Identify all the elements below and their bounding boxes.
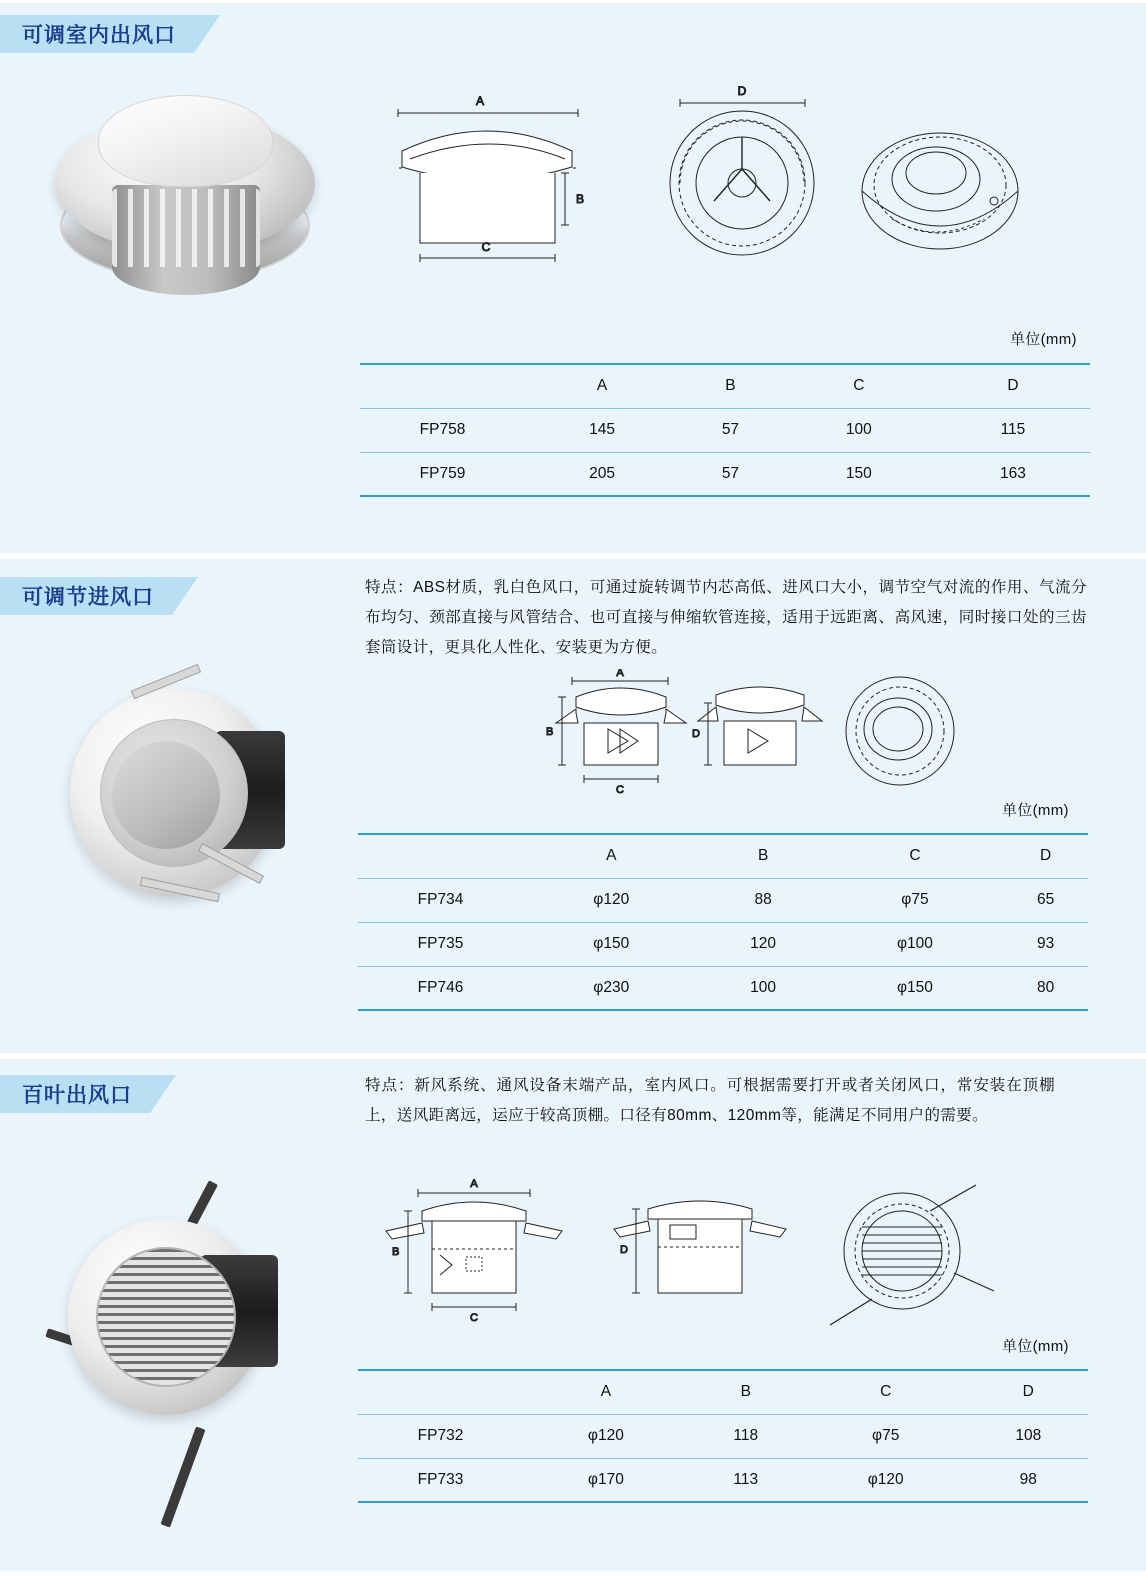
table-row: [358, 878, 1088, 922]
table-row: [360, 408, 1090, 452]
cell-b: 100: [700, 966, 827, 1010]
cell-a: 145: [525, 408, 679, 452]
unit-label-3: 单位(mm): [1002, 1338, 1069, 1355]
cell-b: 57: [679, 452, 782, 496]
cell-c: φ100: [827, 922, 1004, 966]
photo2-core: [112, 741, 220, 849]
svg-text:B: B: [392, 1246, 400, 1258]
section-title-text-3: 百叶出风口: [22, 1084, 132, 1107]
technical-drawings-2: [520, 669, 980, 804]
header-a: A: [523, 1370, 689, 1414]
cell-model: FP735: [358, 922, 523, 966]
cell-d: 108: [969, 1414, 1088, 1458]
technical-drawings-1: [380, 73, 1100, 323]
header-b: B: [700, 834, 827, 878]
header-model: [360, 364, 525, 408]
svg-text:A: A: [470, 1179, 478, 1190]
unit-label-1: 单位(mm): [1010, 331, 1077, 348]
svg-text:A: A: [475, 94, 485, 108]
table-header-row: [358, 834, 1088, 878]
technical-drawings-3: [370, 1179, 1030, 1359]
feature-text-3: 特点：新风系统、通风设备末端产品，室内风口。可根据需要打开或者关闭风口，常安装在顶棚上，送风距离远，运应于较高顶棚。口径有80mm、120mm等，能满足不同用户的需要。: [365, 1077, 1055, 1124]
feature-text-2: 特点：ABS材质，乳白色风口，可通过旋转调节内芯高低、进风口大小，调节空气对流的作用、气流分布均匀、颈部直接与风管结合、也可直接与伸缩软管连接，适用于远距离、高风速，同时接口处的三齿套筒设计，更具化人性化、安装更为方便。: [365, 579, 1087, 656]
header-d: D: [969, 1370, 1088, 1414]
table-header-row: [358, 1370, 1088, 1414]
section-title-text-2: 可调节进风口: [22, 586, 154, 609]
spec-table-3: [358, 1369, 1088, 1503]
section-title-tag-1: [0, 15, 194, 53]
svg-text:A: A: [616, 669, 624, 679]
cell-c: φ75: [803, 1414, 969, 1458]
cell-c: φ120: [803, 1458, 969, 1502]
cell-a: φ120: [523, 1414, 689, 1458]
photo1-cap: [98, 95, 273, 187]
cell-b: 118: [689, 1414, 803, 1458]
spec-table-1: [360, 363, 1090, 497]
tag-tail-1: [194, 15, 220, 53]
svg-text:D: D: [620, 1244, 628, 1256]
table-row: [358, 1458, 1088, 1502]
cell-d: 80: [1003, 966, 1088, 1010]
spec-table-2: [358, 833, 1088, 1011]
cell-a: φ120: [523, 878, 700, 922]
svg-text:D: D: [737, 84, 747, 98]
section-adjustable-air-inlet: [0, 556, 1146, 1056]
header-d: D: [936, 364, 1090, 408]
table-header-row: [360, 364, 1090, 408]
svg-text:D: D: [692, 728, 700, 740]
cell-d: 65: [1003, 878, 1088, 922]
header-c: C: [827, 834, 1004, 878]
header-a: A: [525, 364, 679, 408]
cell-model: FP758: [360, 408, 525, 452]
cell-c: 100: [782, 408, 936, 452]
cell-model: FP733: [358, 1458, 523, 1502]
cell-c: φ75: [827, 878, 1004, 922]
section-adjustable-indoor-outlet: [0, 0, 1146, 556]
cell-a: φ230: [523, 966, 700, 1010]
cell-d: 98: [969, 1458, 1088, 1502]
svg-text:C: C: [616, 784, 624, 796]
header-d: D: [1003, 834, 1088, 878]
cell-b: 120: [700, 922, 827, 966]
tag-tail-2: [172, 577, 198, 615]
cell-b: 57: [679, 408, 782, 452]
cell-d: 115: [936, 408, 1090, 452]
photo1-fins: [112, 189, 260, 267]
cell-c: φ150: [827, 966, 1004, 1010]
svg-text:B: B: [576, 192, 585, 206]
table-row: [358, 966, 1088, 1010]
table-row: [358, 922, 1088, 966]
cell-d: 93: [1003, 922, 1088, 966]
cell-a: φ170: [523, 1458, 689, 1502]
svg-text:C: C: [481, 240, 491, 254]
table-row: [358, 1414, 1088, 1458]
section-title-text-1: 可调室内出风口: [22, 24, 176, 47]
cell-model: FP732: [358, 1414, 523, 1458]
cell-d: 163: [936, 452, 1090, 496]
header-b: B: [679, 364, 782, 408]
cell-b: 113: [689, 1458, 803, 1502]
table-row: [360, 452, 1090, 496]
tag-tail-3: [150, 1075, 176, 1113]
cell-a: 205: [525, 452, 679, 496]
cell-b: 88: [700, 878, 827, 922]
photo3-grille: [96, 1247, 236, 1387]
cell-model: FP746: [358, 966, 523, 1010]
photo3-arm-bottom: [161, 1426, 206, 1527]
cell-a: φ150: [523, 922, 700, 966]
unit-label-2: 单位(mm): [1002, 802, 1069, 819]
header-b: B: [689, 1370, 803, 1414]
header-a: A: [523, 834, 700, 878]
svg-text:B: B: [546, 726, 554, 738]
cell-model: FP734: [358, 878, 523, 922]
section-title-tag-2: [0, 577, 172, 615]
header-c: C: [782, 364, 936, 408]
header-c: C: [803, 1370, 969, 1414]
cell-model: FP759: [360, 452, 525, 496]
svg-text:C: C: [470, 1312, 478, 1324]
section-louvre-outlet: [0, 1056, 1146, 1574]
cell-c: 150: [782, 452, 936, 496]
header-model: [358, 834, 523, 878]
header-model: [358, 1370, 523, 1414]
section-title-tag-3: [0, 1075, 150, 1113]
